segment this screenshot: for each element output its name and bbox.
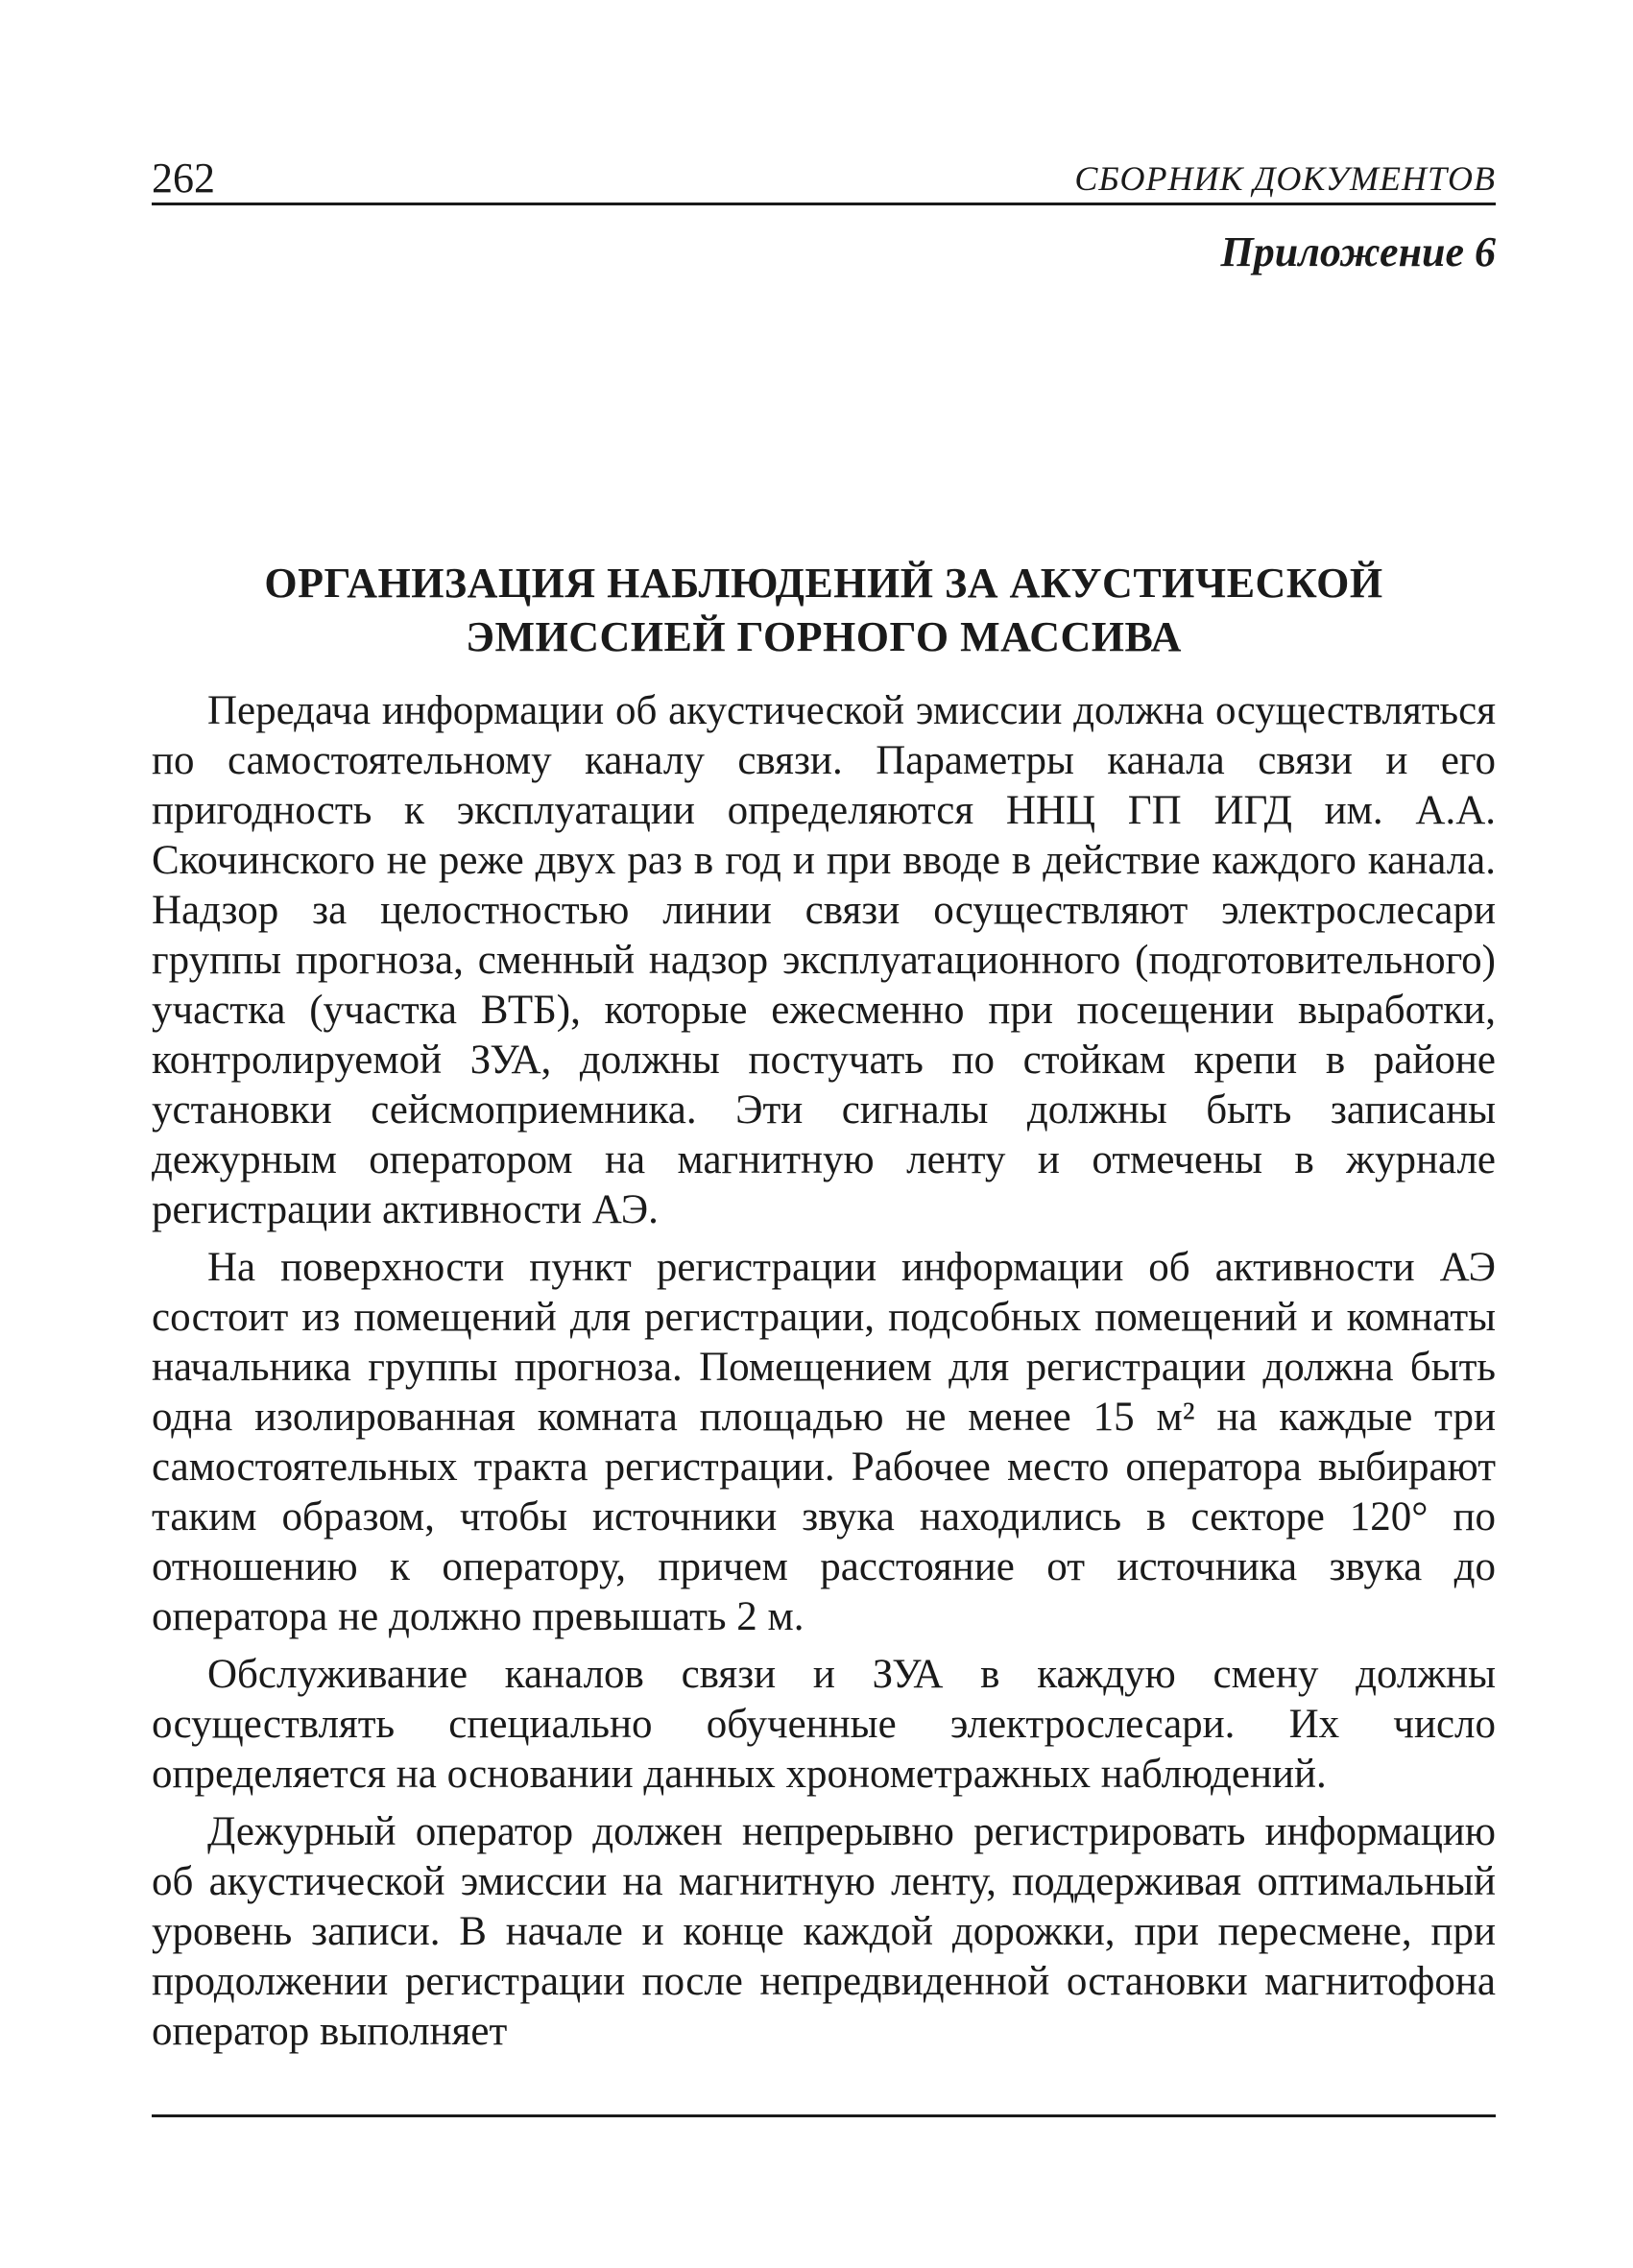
paragraph-3: Обслуживание каналов связи и ЗУА в каждую смену должны осуществлять специально обученные электрослесари. Их число определяется на основании данных хронометражных наблюдений. bbox=[152, 1652, 1496, 1797]
body-text bbox=[152, 686, 1496, 2065]
title-line-1: ОРГАНИЗАЦИЯ НАБЛЮДЕНИЙ ЗА АКУСТИЧЕСКОЙ bbox=[264, 560, 1383, 607]
paragraph-4: Дежурный оператор должен непрерывно регистрировать информацию об акустической эмиссии на магнитную ленту, поддерживая оптимальный уровень записи. В начале и конце каждой дорожки, при пересмене, при продолжении регистрации после непредвиденной остановки магнитофона оператор выполняет bbox=[152, 1809, 1496, 2054]
title-line-2: ЭМИССИЕЙ ГОРНОГО МАССИВА bbox=[466, 613, 1182, 660]
appendix-label: Приложение 6 bbox=[1220, 228, 1496, 275]
footer-rule bbox=[152, 2114, 1496, 2117]
running-head bbox=[152, 146, 1496, 203]
running-title: СБОРНИК ДОКУМЕНТОВ bbox=[1074, 159, 1496, 198]
header-rule bbox=[152, 203, 1496, 205]
document-title bbox=[152, 557, 1496, 664]
page-number: 262 bbox=[152, 155, 215, 202]
paragraph-1: Передача информации об акустической эмиссии должна осуществляться по самостоятельному каналу связи. Параметры канала связи и его пригодность к эксплуатации определяются ННЦ ГП ИГД им. А.А. Скочинского не реже двух раз в год и при вводе в действие каждого канала. Надзор за целостностью линии связи осуществляют электрослесари группы прогноза, сменный надзор эксплуатационного (подготовительного) участка (участка ВТБ), которые ежесменно при посещении выработки, контролируемой ЗУА, должны постучать по стойкам крепи в районе установки сейсмоприемника. Эти сигналы должны быть записаны дежурным оператором на магнитную ленту и отмечены в журнале регистрации активности АЭ. bbox=[152, 688, 1496, 1232]
paragraph-2: На поверхности пункт регистрации информации об активности АЭ состоит из помещений для регистрации, подсобных помещений и комнаты начальника группы прогноза. Помещением для регистрации должна быть одна изолированная комната площадью не менее 15 м² на каждые три самостоятельных тракта регистрации. Рабочее место оператора выбирают таким образом, чтобы источники звука находились в секторе 120° по отношению к оператору, причем расстояние от источника звука до оператора не должно превышать 2 м. bbox=[152, 1245, 1496, 1639]
